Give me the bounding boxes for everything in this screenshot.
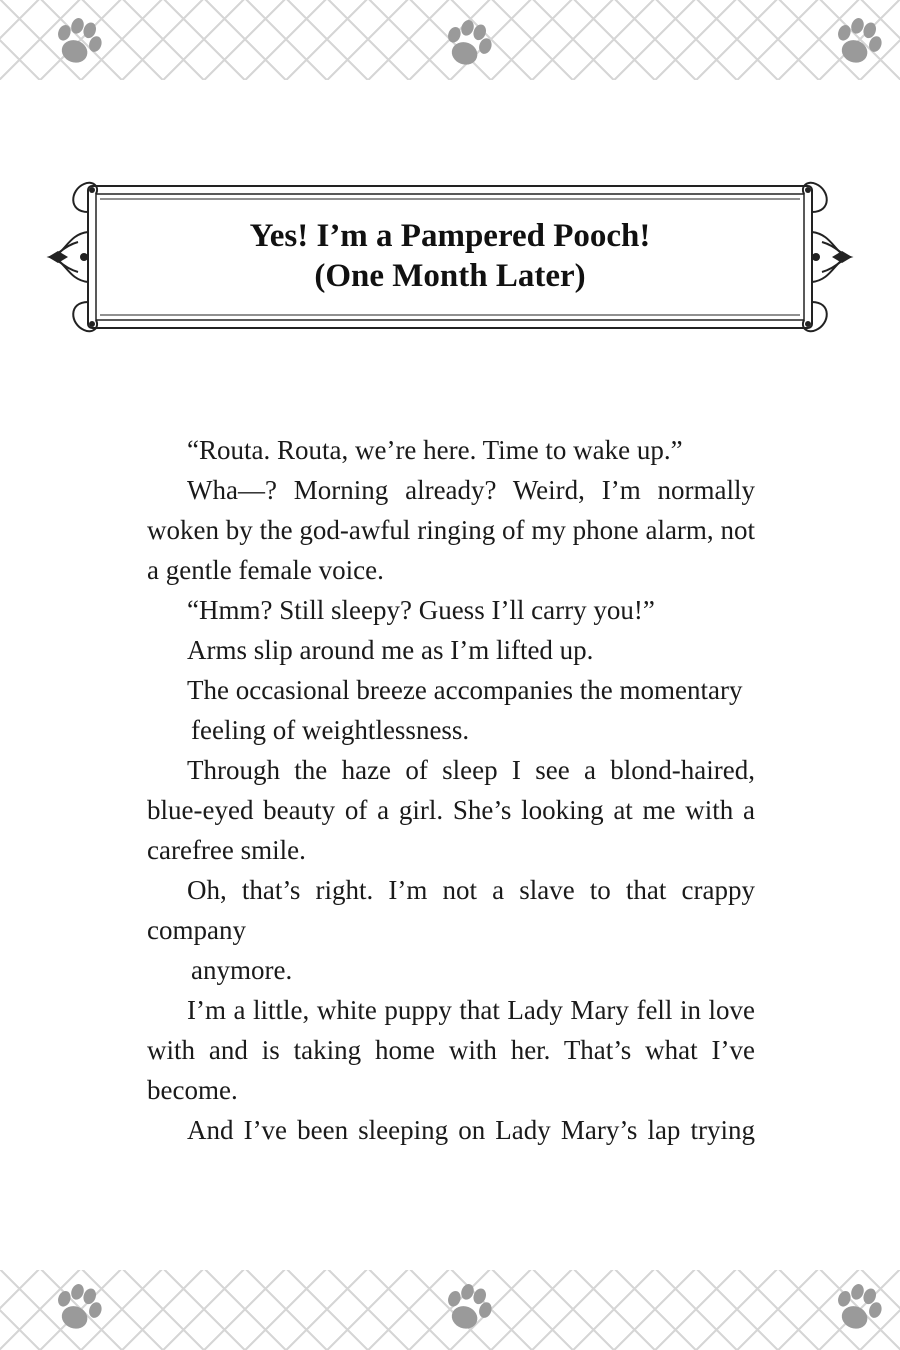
paw-print-icon xyxy=(48,1278,108,1338)
chapter-title-frame xyxy=(40,172,860,342)
top-decorative-border xyxy=(0,0,900,80)
paw-print-icon xyxy=(48,12,108,72)
paw-print-icon xyxy=(828,1278,888,1338)
paragraph: And I’ve been sleeping on Lady Mary’s lap trying xyxy=(187,1115,755,1145)
chapter-title xyxy=(150,216,750,296)
chapter-title-line-1: Yes! I’m a Pampered Pooch! xyxy=(249,218,651,254)
paw-print-icon xyxy=(828,12,888,72)
chapter-title-line-2: (One Month Later) xyxy=(314,258,586,294)
paragraph: I’m a little, white puppy that Lady Mary fell in love with and is taking home with her. That’s what I’ve become. xyxy=(147,995,755,1105)
paragraph: Through the haze of sleep I see a blond-haired, blue-eyed beauty of a girl. She’s looking at me with a carefree smile. xyxy=(147,755,755,865)
paragraph: Oh, that’s right. I’m not a slave to that crappy company xyxy=(147,875,755,945)
paw-print-icon xyxy=(438,1278,498,1338)
bottom-decorative-border xyxy=(0,1270,900,1350)
paw-print-icon xyxy=(438,14,498,74)
paragraph: Wha—? Morning already? Weird, I’m normally woken by the god-awful ringing of my phone alarm, not a gentle female voice. xyxy=(147,475,755,585)
paragraph: “Hmm? Still sleepy? Guess I’ll carry you!” xyxy=(187,595,655,625)
paragraph: Arms slip around me as I’m lifted up. xyxy=(187,635,594,665)
paragraph: The occasional breeze accompanies the momentary xyxy=(187,675,743,705)
paragraph: anymore. xyxy=(191,955,293,985)
body-text xyxy=(147,430,755,1150)
paragraph: feeling of weightlessness. xyxy=(191,715,470,745)
paragraph: “Routa. Routa, we’re here. Time to wake up.” xyxy=(187,435,683,465)
